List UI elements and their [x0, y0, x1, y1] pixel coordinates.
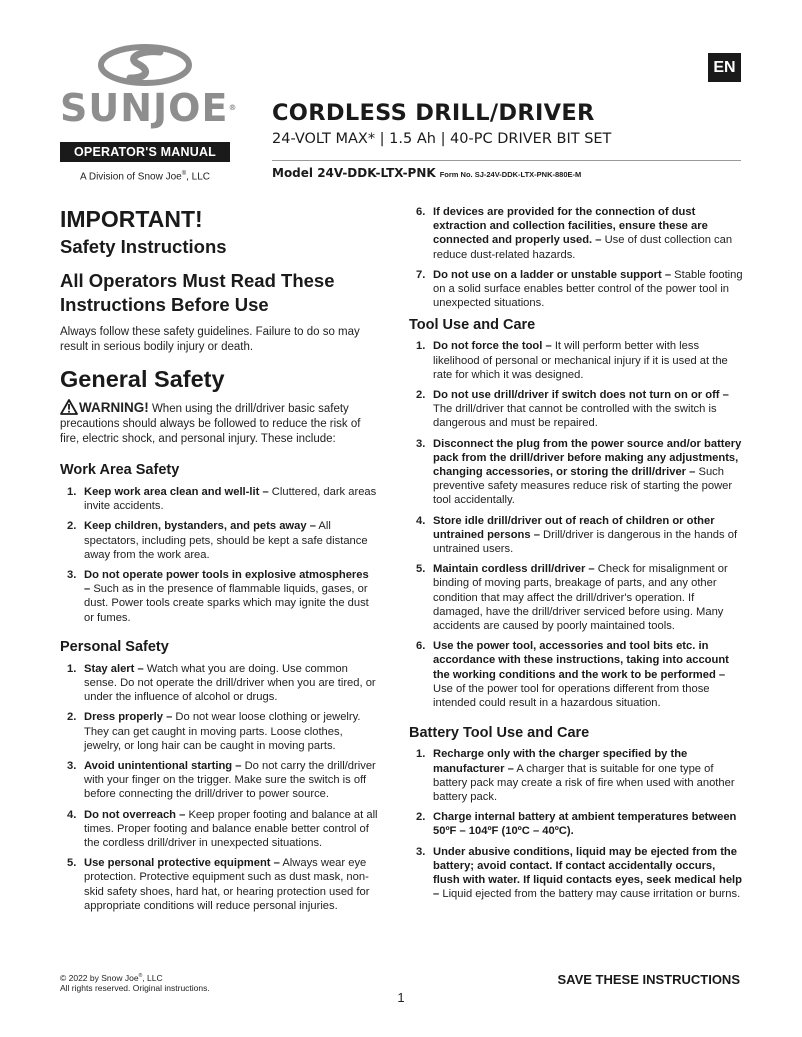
battery-tool-heading: Battery Tool Use and Care — [409, 725, 590, 742]
work-area-list — [60, 485, 378, 625]
list-item: 1. Recharge only with the charger specified by the manufacturer – A charger that is suitable for one type of battery pack may create a risk of fire when used with another battery pack. — [416, 748, 735, 803]
page-number: 1 — [397, 990, 405, 1005]
list-item: 2. Do not use drill/driver if switch does not turn on or off – The drill/driver that cannot be controlled with the switch is dangerous and must be repaired. — [416, 389, 729, 430]
list-item: 7. Do not use on a ladder or unstable support – Stable footing on a solid surface enables better control of the power tool in unexpected situations. — [416, 268, 743, 310]
list-item: 1. Stay alert – Watch what you are doing. Use common sense. Do not operate the drill/driver when you are tired, or under the influence of alcohol or drugs. — [67, 662, 376, 704]
all-operators-heading: All Operators Must Read These Instructions Before Use — [60, 270, 335, 315]
model-number: Model 24V-DDK-LTX-PNK — [272, 166, 436, 180]
list-item: 4. Do not overreach – Keep proper footing and balance at all times. Proper footing and balance enable better control of the cordless drill/driver in unexpected situations. — [67, 808, 378, 850]
intro-text: Always follow these safety guidelines. Failure to do so may result in serious bodily injury or death. — [60, 326, 360, 353]
warning-word: WARNING! — [79, 400, 149, 415]
brand-wordmark: SUNJOE® — [60, 86, 238, 130]
personal-safety-list — [60, 662, 378, 913]
battery-tool-list — [409, 747, 743, 901]
tool-use-heading: Tool Use and Care — [409, 317, 536, 334]
language-badge: EN — [708, 53, 741, 82]
list-item: 6. Use the power tool, accessories and tool bits etc. in accordance with these instructions, taking into account the working conditions and the work to be performed – Use of the power tool for operations different from those intended could result in a hazardous situation. — [416, 640, 729, 710]
tool-use-list — [409, 339, 743, 710]
warning-triangle-icon — [60, 399, 78, 415]
list-item: 2. Dress properly – Do not wear loose clothing or jewelry. They can get caught in moving parts. Loose clothes, jewelry, or long hair can be caught in moving parts. — [67, 711, 361, 752]
title-divider — [272, 160, 741, 161]
list-item: 5. Maintain cordless drill/driver – Check for misalignment or binding of moving parts, breakage of parts, and any other condition that may affect the drill/driver's operation. If damaged, have the drill/driver serviced before using. Many accidents are caused by poorly maintained tools. — [416, 563, 728, 633]
work-area-heading: Work Area Safety — [60, 462, 180, 478]
warning-text: When using the drill/driver basic safety precautions should always be followed to reduce the risk of fire, electric shock, and personal injury. These include: — [60, 403, 361, 445]
general-safety-heading: General Safety — [60, 366, 225, 392]
personal-safety-list-continued — [409, 205, 743, 310]
list-item: 5. Use personal protective equipment – Always wear eye protection. Protective equipment such as dust mask, non-skid safety shoes, hard hat, or hearing protection used for appropriate conditions will reduce personal injuries. — [67, 857, 370, 912]
safety-instructions-heading: Safety Instructions — [60, 236, 227, 257]
operators-manual-label: OPERATOR'S MANUAL — [60, 142, 230, 162]
model-line — [272, 166, 581, 180]
save-instructions-label: SAVE THESE INSTRUCTIONS — [557, 972, 740, 987]
list-item: 2. Keep children, bystanders, and pets away – All spectators, including pets, should be kept a safe distance away from the work area. — [67, 520, 368, 561]
list-item: 3. Avoid unintentional starting – Do not carry the drill/driver with your finger on the trigger. Make sure the switch is off before connecting the drill/driver to power source. — [67, 760, 376, 801]
copyright-notice: © 2022 by Snow Joe®, LLC All rights reserved. Original instructions. — [60, 972, 210, 993]
form-number: Form No. SJ-24V-DDK-LTX-PNK-880E-M — [439, 170, 582, 179]
sunjoe-swirl-logo-icon — [98, 44, 192, 86]
list-item: 1. Do not force the tool – It will perform better with less likelihood of personal or mechanical injury if it is used at the rate for which it was designed. — [416, 340, 728, 381]
division-text: A Division of Snow Joe®, LLC — [79, 171, 211, 183]
product-title: CORDLESS DRILL/DRIVER — [272, 100, 595, 126]
right-column — [409, 205, 743, 907]
warning-paragraph — [60, 399, 378, 447]
list-item: 3. Do not operate power tools in explosive atmospheres – Such as in the presence of flammable liquids, gases, or dust. Power tools create sparks which may ignite the dust or fumes. — [67, 569, 369, 624]
list-item: 6. If devices are provided for the connection of dust extraction and collection facilities, ensure these are connected and properly used. – Use of dust collection can reduce dust-related hazards. — [416, 206, 733, 261]
left-column — [60, 205, 378, 919]
list-item: 2. Charge internal battery at ambient temperatures between 50ºF – 104ºF (10ºC – 40ºC). — [416, 811, 737, 838]
personal-safety-heading: Personal Safety — [60, 638, 169, 655]
list-item: 3. Under abusive conditions, liquid may be ejected from the battery; avoid contact. If contact accidentally occurs, flush with water. If liquid contacts eyes, seek medical help – Liquid ejected from the battery may cause irritation or burns. — [416, 845, 742, 901]
list-item: 1. Keep work area clean and well-lit – Cluttered, dark areas invite accidents. — [67, 486, 377, 513]
important-heading: IMPORTANT! — [60, 206, 203, 232]
brand-logo — [60, 44, 238, 130]
list-item: 3. Disconnect the plug from the power source and/or battery pack from the drill/driver before making any adjustments, changing accessories, or storing the drill/driver – Such preventive safety measures reduce risk of starting the power tool accidentally. — [416, 437, 742, 507]
product-subtitle: 24-VOLT MAX* | 1.5 Ah | 40-PC DRIVER BIT SET — [272, 131, 612, 147]
list-item: 4. Store idle drill/driver out of reach of children or other untrained persons – Drill/driver is dangerous in the hands of untrained users. — [416, 514, 738, 556]
